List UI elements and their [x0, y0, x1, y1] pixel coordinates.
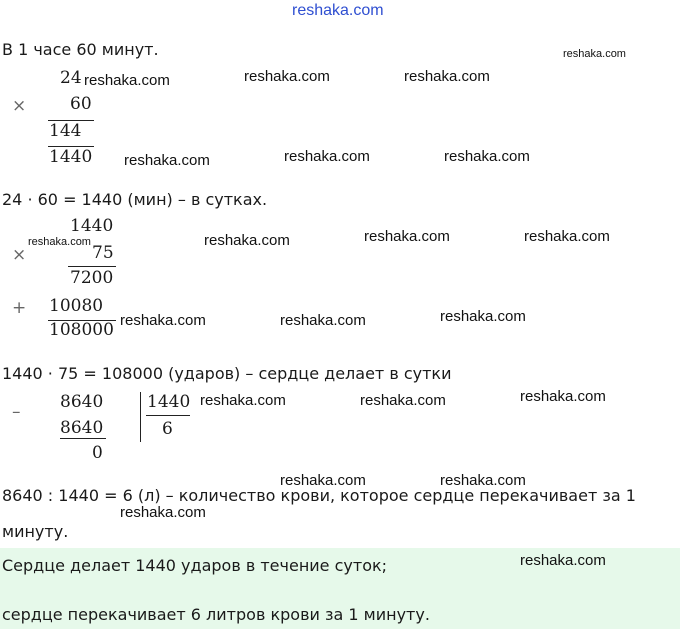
rule [146, 415, 190, 416]
rule [68, 266, 116, 267]
answer-line-2: сердце перекачивает 6 литров крови за 1 минуту. [2, 605, 430, 624]
watermark: reshaka.com [444, 148, 530, 165]
watermark: reshaka.com [280, 312, 366, 329]
watermark: reshaka.com [124, 152, 210, 169]
watermark: reshaka.com [284, 148, 370, 165]
dividend: 8640 [60, 392, 104, 412]
quotient: 6 [162, 419, 173, 439]
watermark: reshaka.com [204, 232, 290, 249]
watermark: reshaka.com [563, 48, 626, 60]
watermark: reshaka.com [120, 312, 206, 329]
watermark: reshaka.com [120, 504, 206, 521]
watermark: reshaka.com [440, 472, 526, 489]
watermark: reshaka.com [440, 308, 526, 325]
plus-sign: + [12, 298, 27, 318]
answer-line-1: Сердце делает 1440 ударов в течение суток; [2, 556, 388, 575]
times-sign: × [12, 96, 27, 116]
product: 108000 [49, 320, 114, 340]
watermark: reshaka.com [520, 552, 606, 569]
rule [60, 438, 106, 439]
watermark: reshaka.com [524, 228, 610, 245]
partial-product-1: 7200 [70, 268, 114, 288]
watermark: reshaka.com [364, 228, 450, 245]
product: 1440 [49, 147, 93, 167]
day-beats-text: 1440 · 75 = 108000 (ударов) – сердце делает в сутки [2, 364, 452, 383]
watermark: reshaka.com [404, 68, 490, 85]
blood-per-minute-text: 8640 : 1440 = 6 (л) – количество крови, которое сердце перекачивает за 1 [2, 486, 636, 505]
watermark: reshaka.com [84, 72, 170, 89]
hour-minutes-text: В 1 часе 60 минут. [2, 40, 159, 59]
blood-per-minute-text-cont: минуту. [2, 522, 69, 541]
factor-a: 24 [60, 68, 82, 88]
watermark: reshaka.com [200, 392, 286, 409]
divisor: 1440 [147, 392, 191, 412]
watermark: reshaka.com [28, 236, 91, 248]
division-bar [140, 392, 141, 442]
watermark: reshaka.com [244, 68, 330, 85]
watermark: reshaka.com [280, 472, 366, 489]
minus-sign: – [12, 402, 21, 422]
watermark: reshaka.com [520, 388, 606, 405]
watermark: reshaka.com [360, 392, 446, 409]
day-minutes-text: 24 · 60 = 1440 (мин) – в сутках. [2, 190, 268, 209]
times-sign: × [12, 245, 27, 265]
factor-b: 60 [70, 94, 92, 114]
subtrahend: 8640 [60, 418, 104, 438]
factor-b: 75 [92, 243, 114, 263]
factor-a: 1440 [70, 216, 114, 236]
partial-product-2: 10080 [49, 296, 104, 316]
partial-product: 144 [49, 121, 82, 141]
site-link[interactable]: reshaka.com [292, 2, 384, 19]
remainder: 0 [92, 443, 103, 463]
